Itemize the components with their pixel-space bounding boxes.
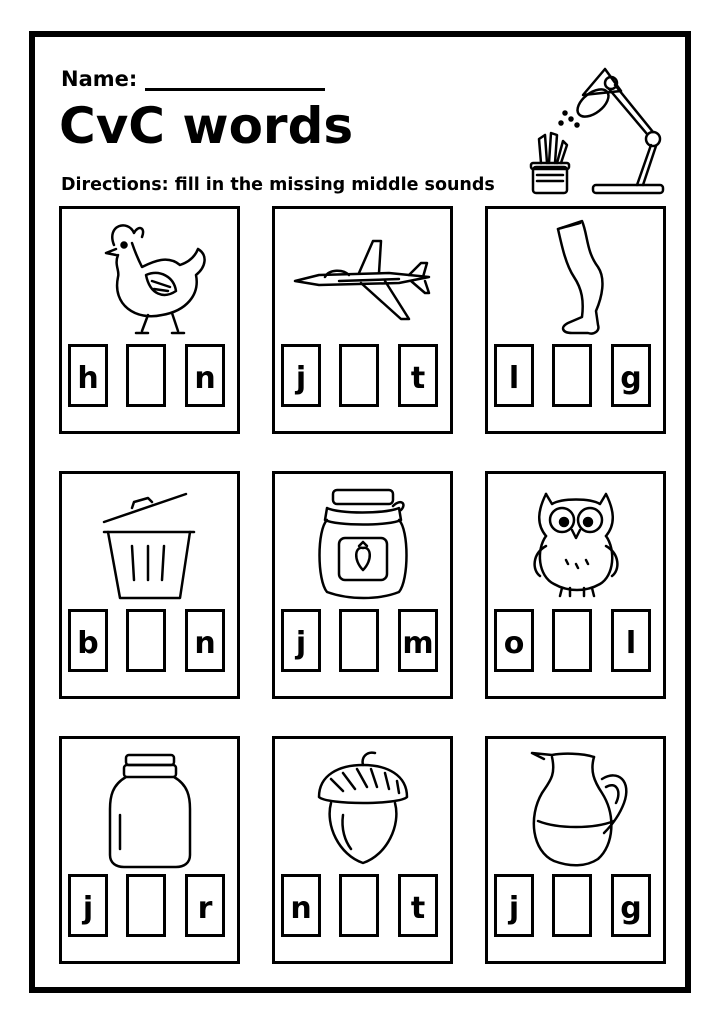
last-letter-box: r — [185, 874, 225, 937]
middle-letter-blank[interactable] — [339, 609, 379, 672]
name-label: Name: — [61, 67, 138, 91]
jam-jar-icon — [289, 480, 436, 604]
last-letter-box: t — [398, 344, 438, 407]
worksheet — [29, 31, 691, 993]
middle-letter-blank[interactable] — [552, 344, 592, 407]
middle-letter-blank[interactable] — [126, 344, 166, 407]
middle-letter-blank[interactable] — [126, 609, 166, 672]
page-title: CvC words — [59, 97, 354, 155]
jug-icon — [502, 745, 649, 869]
name-row — [61, 67, 325, 91]
middle-letter-blank[interactable] — [339, 874, 379, 937]
word-card-nut — [272, 736, 453, 964]
last-letter-box: g — [611, 344, 651, 407]
leg-icon — [502, 215, 649, 339]
last-letter-box: g — [611, 874, 651, 937]
last-letter-box: n — [185, 609, 225, 672]
nut-icon — [289, 745, 436, 869]
desk-lamp-icon — [525, 49, 675, 199]
first-letter-box: j — [281, 609, 321, 672]
word-card-leg — [485, 206, 666, 434]
jar-icon — [76, 745, 223, 869]
word-card-owl — [485, 471, 666, 699]
last-letter-box: n — [185, 344, 225, 407]
middle-letter-blank[interactable] — [552, 609, 592, 672]
word-card-hen — [59, 206, 240, 434]
hen-icon — [76, 215, 223, 339]
word-card-jam — [272, 471, 453, 699]
first-letter-box: b — [68, 609, 108, 672]
word-card-jet — [272, 206, 453, 434]
first-letter-box: j — [494, 874, 534, 937]
middle-letter-blank[interactable] — [126, 874, 166, 937]
middle-letter-blank[interactable] — [339, 344, 379, 407]
directions: Directions: fill in the missing middle sounds — [61, 175, 495, 195]
word-card-jar — [59, 736, 240, 964]
word-card-jug — [485, 736, 666, 964]
first-letter-box: j — [68, 874, 108, 937]
last-letter-box: m — [398, 609, 438, 672]
word-card-bin — [59, 471, 240, 699]
jet-icon — [289, 215, 436, 339]
name-field[interactable] — [145, 71, 325, 91]
last-letter-box: l — [611, 609, 651, 672]
owl-icon — [502, 480, 649, 604]
first-letter-box: n — [281, 874, 321, 937]
last-letter-box: t — [398, 874, 438, 937]
middle-letter-blank[interactable] — [552, 874, 592, 937]
first-letter-box: j — [281, 344, 321, 407]
bin-icon — [76, 480, 223, 604]
first-letter-box: h — [68, 344, 108, 407]
first-letter-box: l — [494, 344, 534, 407]
first-letter-box: o — [494, 609, 534, 672]
